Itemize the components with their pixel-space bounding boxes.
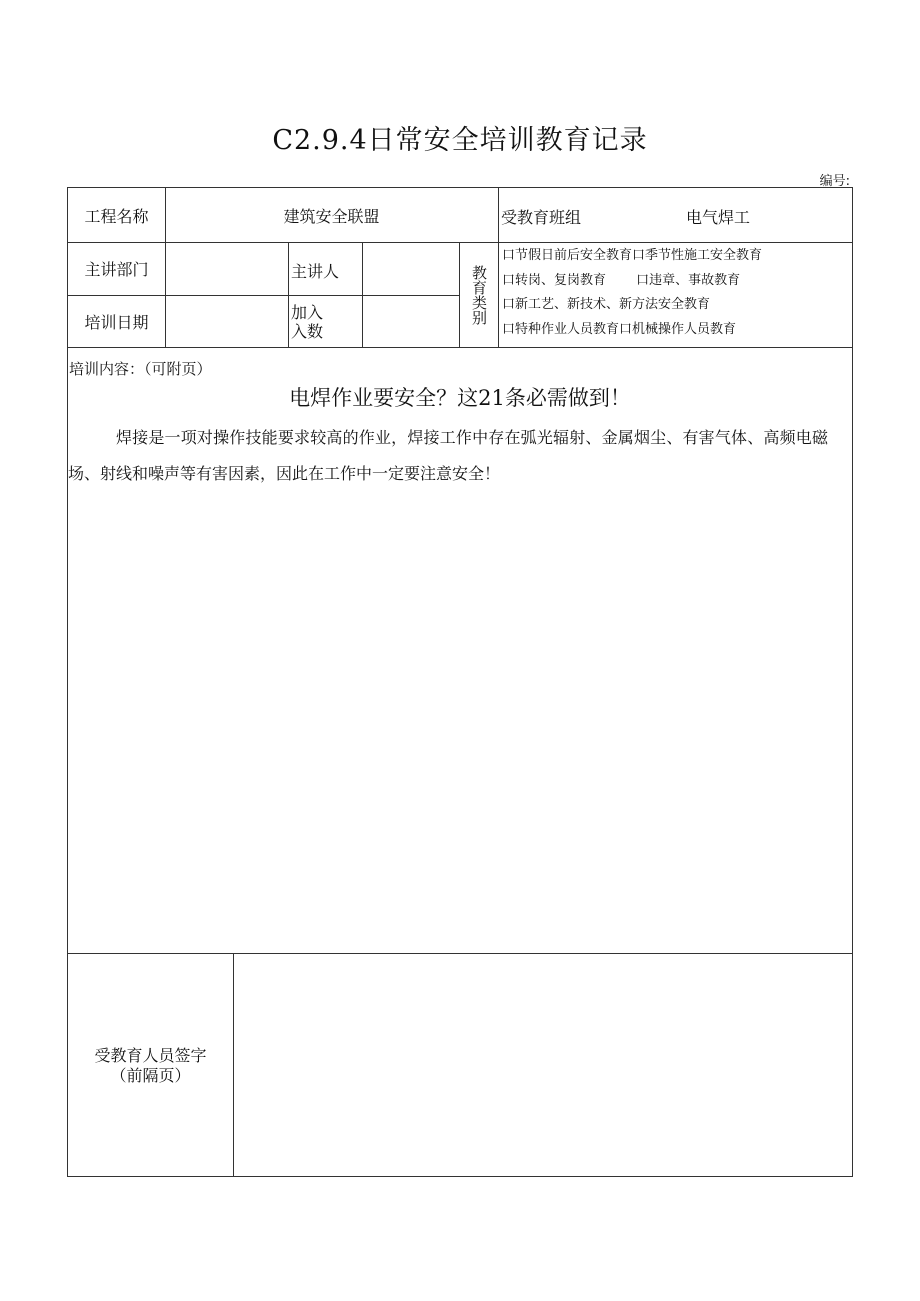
participants-label-line2: 入数: [291, 322, 324, 341]
project-name-label: 工程名称: [84, 206, 149, 226]
project-name-value: 建筑安全联盟: [283, 206, 380, 226]
participants-label-line1: 加入: [291, 303, 324, 322]
department-label: 主讲部门: [84, 260, 149, 279]
col-divider-5: [498, 188, 499, 347]
participants-value[interactable]: [362, 295, 459, 347]
document-number-label: 编号:: [819, 174, 850, 189]
training-date-label: 培训日期: [84, 312, 149, 332]
education-type-option[interactable]: 口转岗、复岗教育 口违章、事故教育: [502, 272, 741, 288]
education-type-label-cell: [459, 242, 498, 347]
signature-label-cell: [68, 954, 233, 1177]
training-content-label: 培训内容：（可附页）: [69, 360, 212, 378]
team-label: 受教育班组: [501, 208, 582, 227]
content-paragraph: 焊接是一项对操作技能要求较高的作业，焊接工作中存在弧光辐射、金属烟尘、有害气体、高频电磁场、射线和噪声等有害因素，因此在工作中一定要注意安全！: [68, 428, 828, 483]
education-type-label: 教育类别: [470, 264, 488, 325]
col-divider-2: [288, 242, 289, 347]
participants-label: [291, 303, 361, 343]
signature-area[interactable]: [234, 954, 852, 1177]
education-type-option[interactable]: 口特种作业人员教育口机械操作人员教育: [502, 321, 737, 337]
education-type-option[interactable]: 口新工艺、新技术、新方法安全教育: [502, 297, 711, 312]
training-content-area: [68, 348, 852, 953]
department-value[interactable]: [165, 242, 288, 295]
training-record-table: [67, 187, 853, 1177]
page-title: C2.9.4日常安全培训教育记录: [272, 125, 648, 156]
signature-label-line1: 受教育人员签字: [94, 1045, 207, 1065]
training-date-value[interactable]: [165, 295, 288, 347]
lecturer-label: 主讲人: [291, 262, 340, 281]
team-value: 电气焊工: [686, 208, 751, 227]
content-headline: 电焊作业要安全？这21条必需做到！: [289, 386, 631, 410]
lecturer-value[interactable]: [362, 242, 459, 295]
education-type-options: [502, 244, 850, 344]
education-type-option[interactable]: 口节假日前后安全教育口季节性施工安全教育: [502, 248, 763, 263]
signature-label-line2: （前隔页）: [110, 1065, 191, 1085]
